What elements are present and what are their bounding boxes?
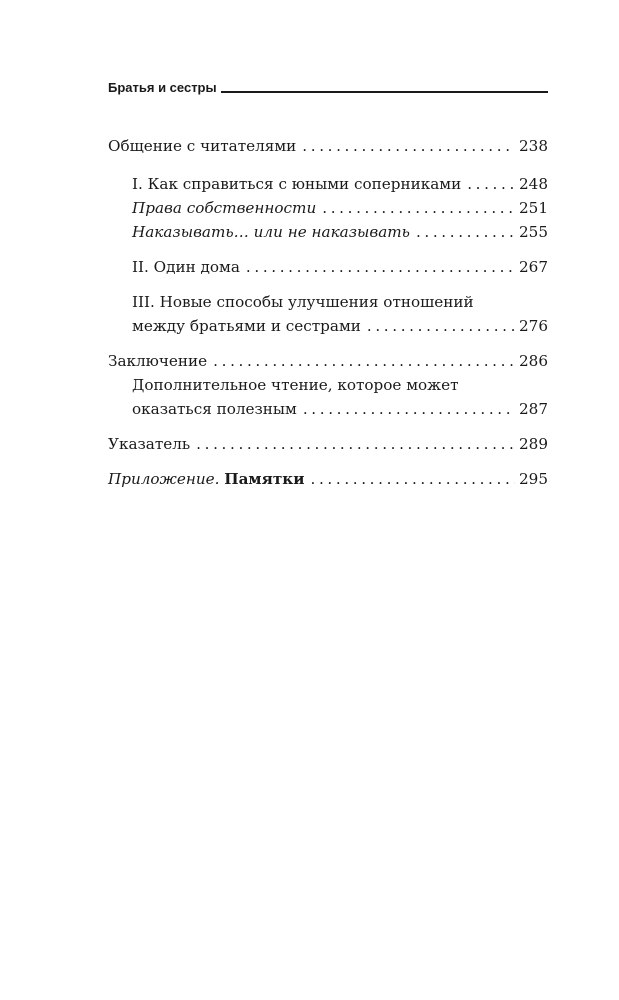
toc-entry-title: Заключение [108, 352, 208, 370]
toc-entry-title: Указатель [108, 435, 191, 453]
table-of-contents [108, 134, 548, 491]
toc-entry-page: 295 [519, 470, 548, 488]
toc-entry [108, 196, 548, 220]
toc-entry-title: Права собственности [132, 199, 317, 217]
toc-entry-title-line1: III. Новые способы улучшения отношений [132, 293, 474, 311]
toc-entry-page: 251 [519, 199, 548, 217]
toc-entry-title-prefix: Приложение. [108, 470, 220, 488]
running-head-rule [221, 91, 548, 93]
dot-leader [322, 196, 515, 220]
dot-leader [311, 467, 516, 491]
toc-entry [108, 134, 548, 158]
dot-leader [196, 432, 515, 456]
running-head-title: Братья и сестры [108, 80, 217, 95]
toc-entry [108, 397, 548, 421]
toc-entry [108, 467, 548, 491]
toc-entry-title: Общение с читателями [108, 137, 297, 155]
toc-entry [108, 255, 548, 279]
dot-leader [367, 314, 515, 338]
toc-entry-title-main: Памятки [224, 470, 305, 488]
dot-leader [416, 220, 515, 244]
toc-entry-page: 267 [519, 258, 548, 276]
toc-entry-title: Наказывать… или не наказывать [132, 223, 410, 241]
toc-entry [108, 220, 548, 244]
toc-entry [108, 314, 548, 338]
toc-entry-page: 276 [519, 317, 548, 335]
toc-entry-page: 255 [519, 223, 548, 241]
toc-entry [108, 172, 548, 196]
toc-entry-title-line2: оказаться полезным [132, 400, 297, 418]
dot-leader [213, 349, 515, 373]
dot-leader [303, 397, 515, 421]
toc-entry-page: 238 [519, 137, 548, 155]
dot-leader [302, 134, 515, 158]
toc-entry-page: 287 [519, 400, 548, 418]
toc-entry-title-line2: между братьями и сестрами [132, 317, 361, 335]
toc-entry-page: 286 [519, 352, 548, 370]
toc-entry-title: I. Как справиться с юными соперниками [132, 175, 462, 193]
toc-entry [108, 349, 548, 373]
toc-entry-title-line1: Дополнительное чтение, которое может [132, 376, 459, 394]
toc-entry [108, 432, 548, 456]
toc-entry-title: II. Один дома [132, 258, 240, 276]
dot-leader [246, 255, 515, 279]
toc-entry-page: 289 [519, 435, 548, 453]
dot-leader [467, 172, 515, 196]
running-head [108, 80, 548, 96]
toc-entry-title [108, 467, 305, 491]
toc-entry-page: 248 [519, 175, 548, 193]
